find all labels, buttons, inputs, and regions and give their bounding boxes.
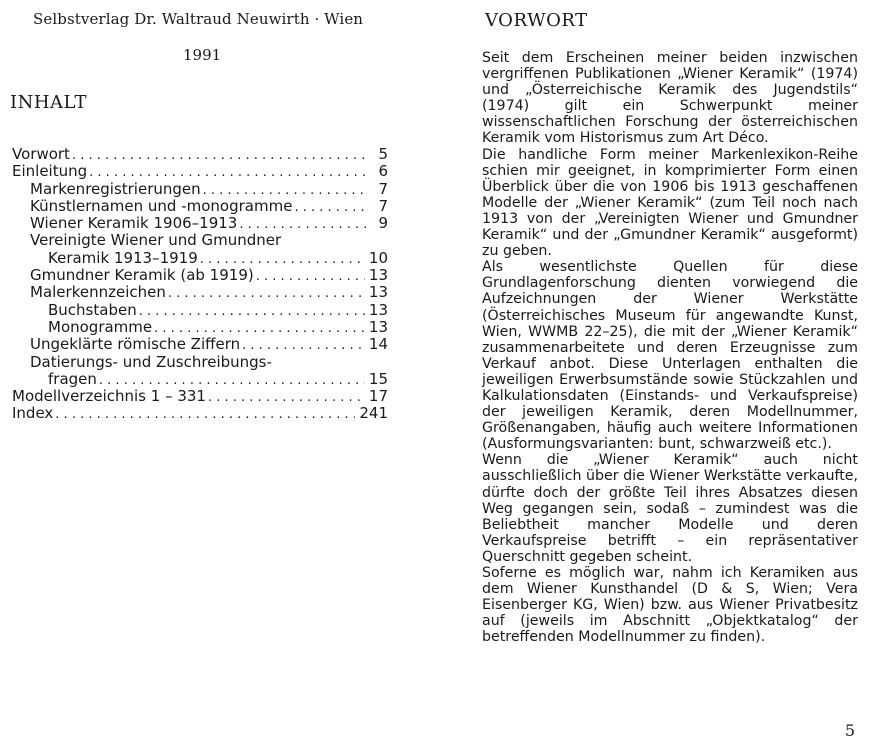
toc-entry[interactable]: [12, 146, 388, 163]
toc-entry[interactable]: [12, 319, 388, 336]
foreword-heading: VORWORT: [485, 10, 588, 31]
toc-entry[interactable]: [12, 181, 388, 198]
toc-entry[interactable]: [12, 267, 388, 284]
toc-entry-title: Vorwort: [12, 145, 70, 163]
toc-entry-title: Modellverzeichnis 1 – 331: [12, 387, 206, 406]
toc-entry-page: 17: [368, 387, 388, 406]
toc-entry-page: 7: [378, 179, 388, 198]
toc-leader: [89, 164, 366, 181]
toc-entry-title: Index: [12, 404, 54, 423]
toc-entry-page: 241: [359, 404, 388, 423]
toc-entry[interactable]: [12, 232, 388, 249]
toc-entry-page: 15: [368, 369, 388, 388]
toc-leader: [256, 268, 365, 285]
toc-leader: [242, 337, 365, 354]
toc-entry-title: Gmundner Keramik (ab 1919): [30, 266, 254, 285]
toc-entry-page: 13: [368, 317, 388, 336]
toc-leader: [55, 406, 355, 423]
toc-entry-page: 14: [368, 335, 388, 354]
toc-entry[interactable]: [12, 371, 388, 388]
toc-entry-title: Einleitung: [12, 162, 88, 181]
toc-entry-page: 9: [378, 214, 388, 233]
foreword-paragraph: Als wesentlichste Quellen für diese Grundlagenforschung dienten vorwiegend die Aufzeichnungen der Wiener Werkstätte (Österreichisches Museum für angewandte Kunst, Wien, WWMB 22–25), die mit der „Wiener Keramik“ zusammenarbeitete und deren Erzeugnisse zum Verkauf anbot. Diese Unterlagen enthalten die jeweiligen Erwerbsumstände sowie Stückzahlen und Kalkulationsdaten (Einstands- und Verkaufspreise) der jeweiligen Keramik, deren Modellnummer, Größenangaben, häufig auch weitere Informationen (Ausformungsvarianten: bunt, schwarzweiß etc.).: [482, 259, 858, 453]
toc-entry-page: 13: [368, 283, 388, 302]
toc-entry[interactable]: [12, 405, 388, 422]
toc-entry[interactable]: [12, 250, 388, 267]
toc-entry-title: Markenregistrierungen: [30, 179, 201, 198]
toc-entry[interactable]: [12, 336, 388, 353]
foreword-text: [482, 50, 858, 645]
toc-entry-page: 13: [368, 266, 388, 285]
contents-heading: INHALT: [10, 92, 88, 113]
toc-entry[interactable]: [12, 354, 388, 371]
toc-entry-page: 5: [378, 145, 388, 163]
publication-year: 1991: [183, 46, 222, 64]
toc-entry-title: Monogramme: [48, 317, 153, 336]
toc-entry-title: Ungeklärte römische Ziffern: [30, 335, 241, 354]
toc-leader: [72, 147, 366, 164]
toc-entry-page: 6: [378, 162, 388, 181]
toc-entry-title: Datierungs- und Zuschreibungs-: [30, 352, 272, 371]
toc-entry-title: Keramik 1913–1919: [48, 248, 198, 267]
toc-leader: [139, 303, 365, 320]
toc-entry-title: Vereinigte Wiener und Gmundner: [30, 231, 282, 250]
toc-leader: [208, 389, 365, 406]
page-number: 5: [844, 721, 855, 740]
toc-entry-title: Malerkennzeichen: [30, 283, 166, 302]
right-page: [437, 0, 873, 756]
toc-entry-page: 13: [368, 300, 388, 319]
toc-entry-title: Wiener Keramik 1906–1913: [30, 214, 238, 233]
foreword-paragraph: Wenn die „Wiener Keramik“ auch nicht ausschließlich über die Wiener Werkstätte verkaufte, dürfte doch der größte Teil ihres Absatzes diesen Weg gegangen sein, sodaß – zumindest was die Beliebtheit mancher Modelle und deren Verkaufspreise betrifft – ein repräsentativer Querschnitt gegeben scheint.: [482, 452, 858, 565]
toc-entry[interactable]: [12, 388, 388, 405]
toc-entry[interactable]: [12, 215, 388, 232]
toc-entry[interactable]: [12, 302, 388, 319]
foreword-paragraph: Seit dem Erscheinen meiner beiden inzwischen vergriffenen Publikationen „Wiener Keramik“ (1974) und „Österreichische Keramik des Jugendstils“ (1974) gilt ein Schwerpunkt meiner wissenschaftlichen Forschung der österreichischen Keramik vom Historismus zum Art Déco.: [482, 50, 858, 147]
toc-entry[interactable]: [12, 198, 388, 215]
toc-entry-page: 7: [378, 196, 388, 215]
toc-entry-page: 10: [368, 248, 388, 267]
toc-leader: [294, 199, 366, 216]
toc-entry[interactable]: [12, 284, 388, 301]
foreword-paragraph: Die handliche Form meiner Markenlexikon-Reihe schien mir geeignet, in komprimierter Form einen Überblick über die von 1906 bis 1913 geschaffenen Modelle der „Wiener Keramik“ (zum Teil noch nach 1913 von der „Vereinigten Wiener und Gmundner Keramik“ und der „Gmundner Keramik“ ausgeformt) zu geben.: [482, 146, 858, 260]
table-of-contents: [12, 146, 388, 423]
toc-entry-title: fragen: [48, 369, 97, 388]
foreword-paragraph: Soferne es möglich war, nahm ich Keramiken aus dem Wiener Kunsthandel (D & S, Wien; Vera Eisenberger KG, Wien) bzw. aus Wiener Privatbesitz auf (jeweils im Abschnitt „Objektkatalog“ der betreffenden Modellnummer zu finden).: [482, 565, 858, 646]
left-page: [0, 0, 436, 756]
toc-entry-title: Buchstaben: [48, 300, 137, 319]
publisher-line: Selbstverlag Dr. Waltraud Neuwirth · Wien: [33, 10, 364, 28]
toc-entry-title: Künstlernamen und -monogramme: [30, 196, 293, 215]
toc-leader: [168, 285, 365, 302]
toc-entry[interactable]: [12, 163, 388, 180]
